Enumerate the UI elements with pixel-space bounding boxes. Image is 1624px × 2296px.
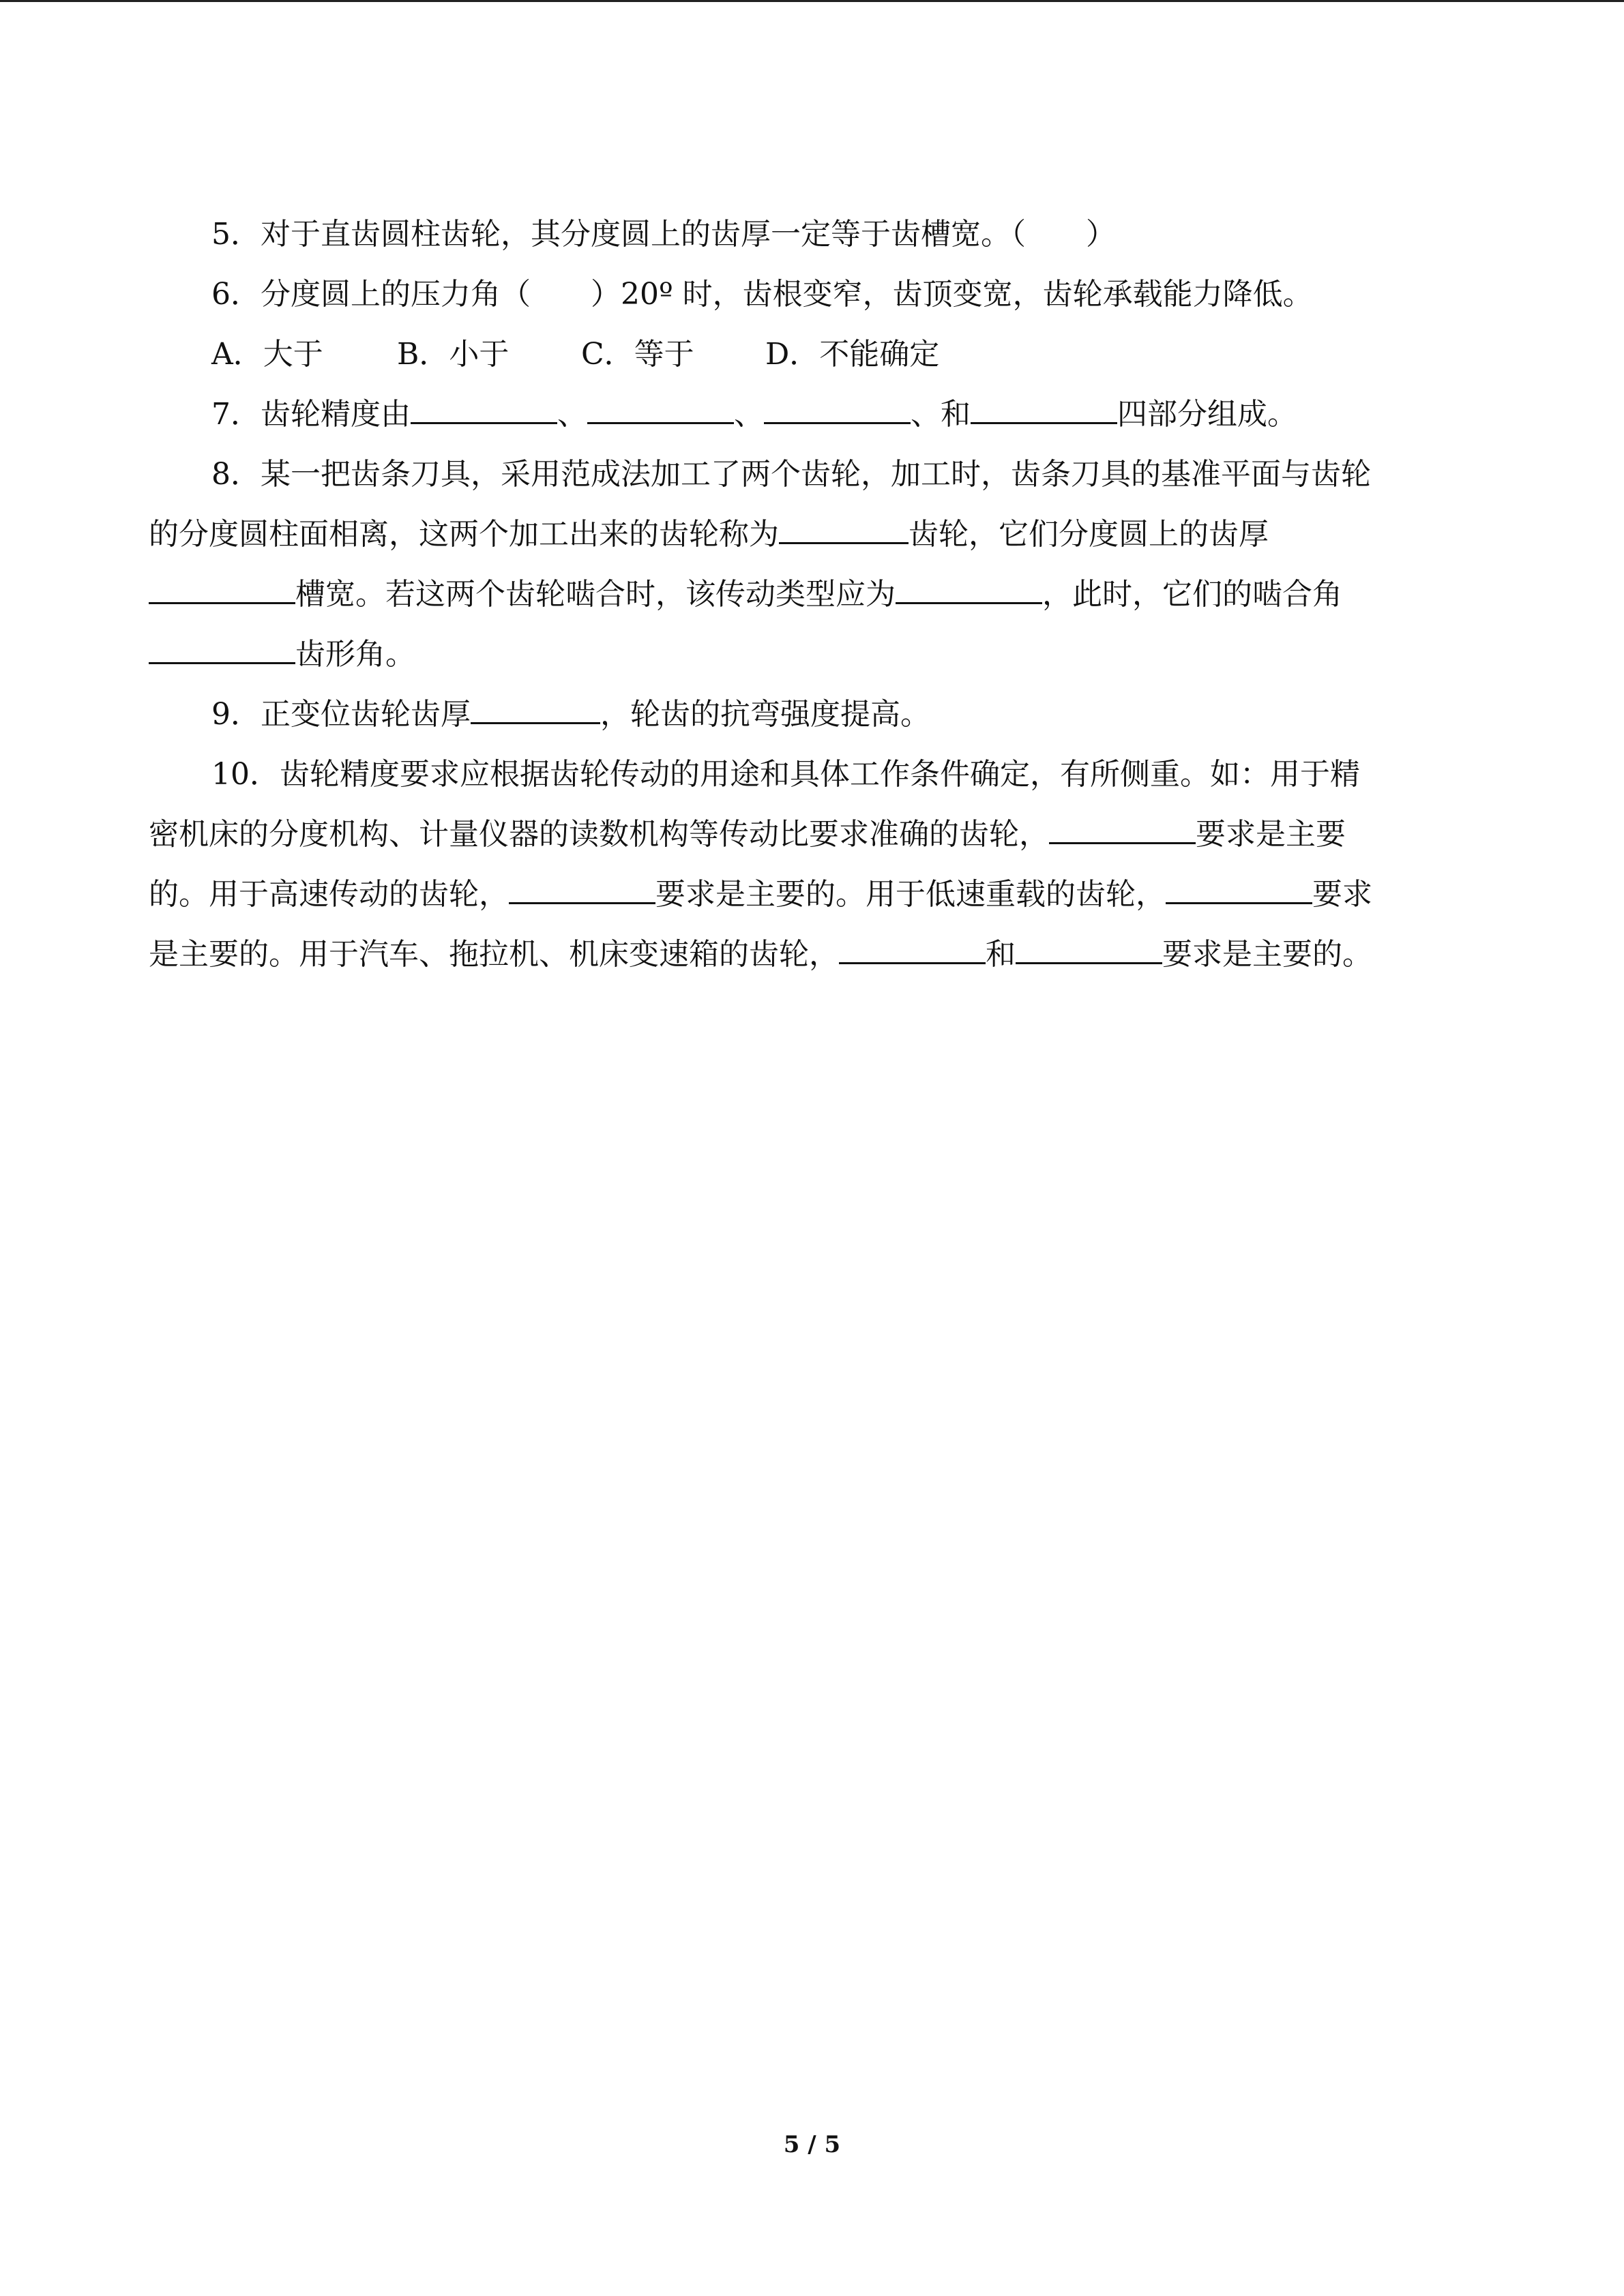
option-a: A．大于 (211, 337, 323, 372)
question-8-text: 齿形角。 (295, 637, 415, 672)
option-d: D．不能确定 (765, 337, 940, 372)
question-8-text: 8．某一把齿条刀具，采用范成法加工了两个齿轮，加工时，齿条刀具的基准平面与齿轮 (211, 457, 1371, 492)
question-8-text: 齿轮，它们分度圆上的齿厚 (909, 517, 1269, 552)
question-10-line-4 (149, 925, 1372, 985)
question-5-close: ） (1086, 217, 1116, 252)
question-6-text-a: 6．分度圆上的压力角（ (211, 277, 531, 312)
question-6-options (211, 325, 939, 385)
top-border-line (0, 0, 1624, 2)
question-6 (211, 265, 1313, 325)
question-9-text: ，轮齿的抗弯强度提高。 (600, 697, 930, 732)
question-10-text: 密机床的分度机构、计量仪器的读数机构等传动比要求准确的齿轮， (149, 817, 1049, 852)
separator: 、 (734, 397, 764, 432)
question-8-text: 的分度圆柱面相离，这两个加工出来的齿轮称为 (149, 517, 779, 552)
separator: 、 (557, 397, 587, 432)
question-7-prefix: 7．齿轮精度由 (211, 397, 411, 432)
separator: 、和 (911, 397, 971, 432)
question-10-text: 要求是主要的。 (1162, 937, 1372, 972)
fill-blank (587, 388, 734, 424)
fill-blank (149, 628, 295, 664)
question-10-text: 和 (986, 937, 1016, 972)
question-5 (211, 205, 1116, 265)
question-10-text: 10．齿轮精度要求应根据齿轮传动的用途和具体工作条件确定，有所侧重。如：用于精 (211, 757, 1360, 792)
question-10-text: 要求是主要 (1196, 817, 1346, 852)
question-7 (211, 385, 1297, 445)
question-8-line-4 (149, 625, 415, 685)
fill-blank (779, 508, 909, 544)
fill-blank (149, 568, 295, 604)
fill-blank (471, 688, 600, 724)
fill-blank (1016, 928, 1162, 964)
question-10-text: 的。用于高速传动的齿轮， (149, 877, 509, 912)
question-9-text: 9．正变位齿轮齿厚 (211, 697, 471, 732)
fill-blank (896, 568, 1042, 604)
fill-blank (509, 868, 655, 904)
question-8-line-3 (149, 565, 1342, 625)
question-10-text: 要求是主要的。用于低速重载的齿轮， (655, 877, 1166, 912)
question-8-line-1 (211, 445, 1371, 505)
question-5-text: 5．对于直齿圆柱齿轮，其分度圆上的齿厚一定等于齿槽宽。（ (211, 217, 1026, 252)
question-8-text: 槽宽。若这两个齿轮啮合时，该传动类型应为 (295, 577, 896, 612)
question-6-text-b: ）20º 时，齿根变窄，齿顶变宽，齿轮承载能力降低。 (591, 277, 1313, 312)
question-8-line-2 (149, 505, 1269, 565)
fill-blank (411, 388, 557, 424)
question-10-line-3 (149, 865, 1372, 925)
fill-blank (971, 388, 1117, 424)
page-number: 5 / 5 (783, 2131, 841, 2158)
question-8-text: ，此时，它们的啮合角 (1042, 577, 1342, 612)
question-7-suffix: 四部分组成。 (1117, 397, 1297, 432)
option-c: C．等于 (581, 337, 694, 372)
fill-blank (1049, 808, 1196, 844)
question-9 (211, 685, 930, 745)
question-10-text: 是主要的。用于汽车、拖拉机、机床变速箱的齿轮， (149, 937, 839, 972)
option-b: B．小于 (397, 337, 510, 372)
question-10-line-2 (149, 805, 1346, 865)
fill-blank (1166, 868, 1312, 904)
fill-blank (839, 928, 986, 964)
fill-blank (764, 388, 911, 424)
question-10-line-1 (211, 745, 1360, 805)
question-10-text: 要求 (1312, 877, 1372, 912)
